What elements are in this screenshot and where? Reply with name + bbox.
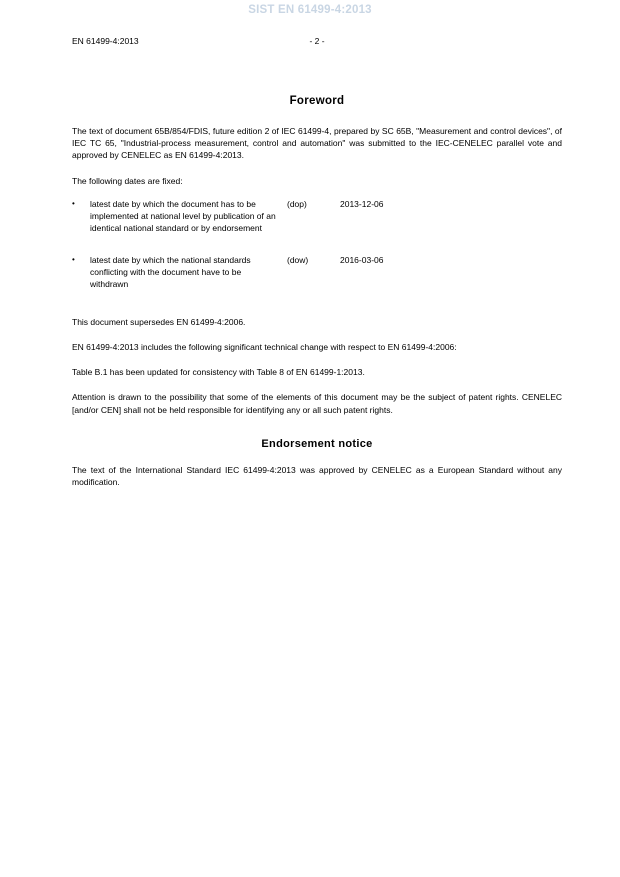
header-page-number: - 2 - — [309, 36, 325, 46]
list-item-date: 2013-12-06 — [340, 198, 384, 209]
list-item-code: (dop) — [287, 198, 307, 209]
bullet-icon: • — [72, 198, 75, 208]
list-item — [72, 198, 562, 248]
table-note-paragraph: Table B.1 has been updated for consistency with Table 8 of EN 61499-1:2013. — [72, 367, 365, 378]
header-standard-number: EN 61499-4:2013 — [72, 36, 139, 46]
supersedes-paragraph: This document supersedes EN 61499-4:2006. — [72, 316, 246, 327]
foreword-intro-paragraph: The text of document 65B/854/FDIS, future edition 2 of IEC 61499-4, prepared by SC 65B, "Measurement and control devices", of IEC TC 65, "Industrial-process measurement, control and automation" was submitted to the IEC-CENELEC parallel vote and approved by CENELEC as EN 61499-4:2013. — [72, 126, 562, 161]
fixed-dates-list — [72, 198, 562, 292]
list-item-text: latest date by which the national standards conflicting with the document have to be withdrawn — [90, 254, 251, 290]
patent-rights-paragraph: Attention is drawn to the possibility that some of the elements of this document may be the subject of patent rights. CENELEC [and/or CEN] shall not be held responsible for identifying any or all such patent rights. — [72, 392, 562, 415]
endorsement-notice-title: Endorsement notice — [261, 437, 373, 450]
list-item — [72, 254, 562, 292]
watermark-text: SIST EN 61499-4:2013 — [248, 4, 372, 16]
list-item-text: latest date by which the document has to be implemented at national level by publication of an identical national standard or by endorsement — [90, 198, 276, 234]
document-content — [72, 95, 562, 501]
spacer — [72, 302, 562, 316]
list-item-date: 2016-03-06 — [340, 254, 384, 265]
foreword-dates-lead: The following dates are fixed: — [72, 175, 183, 186]
list-item-code: (dow) — [287, 254, 309, 265]
foreword-title: Foreword — [289, 95, 345, 107]
technical-changes-paragraph: EN 61499-4:2013 includes the following significant technical change with respect to EN 61499-4:2006: — [72, 342, 457, 353]
endorsement-notice-paragraph: The text of the International Standard IEC 61499-4:2013 was approved by CENELEC as a European Standard without any modification. — [72, 464, 562, 488]
bullet-icon: • — [72, 254, 75, 264]
